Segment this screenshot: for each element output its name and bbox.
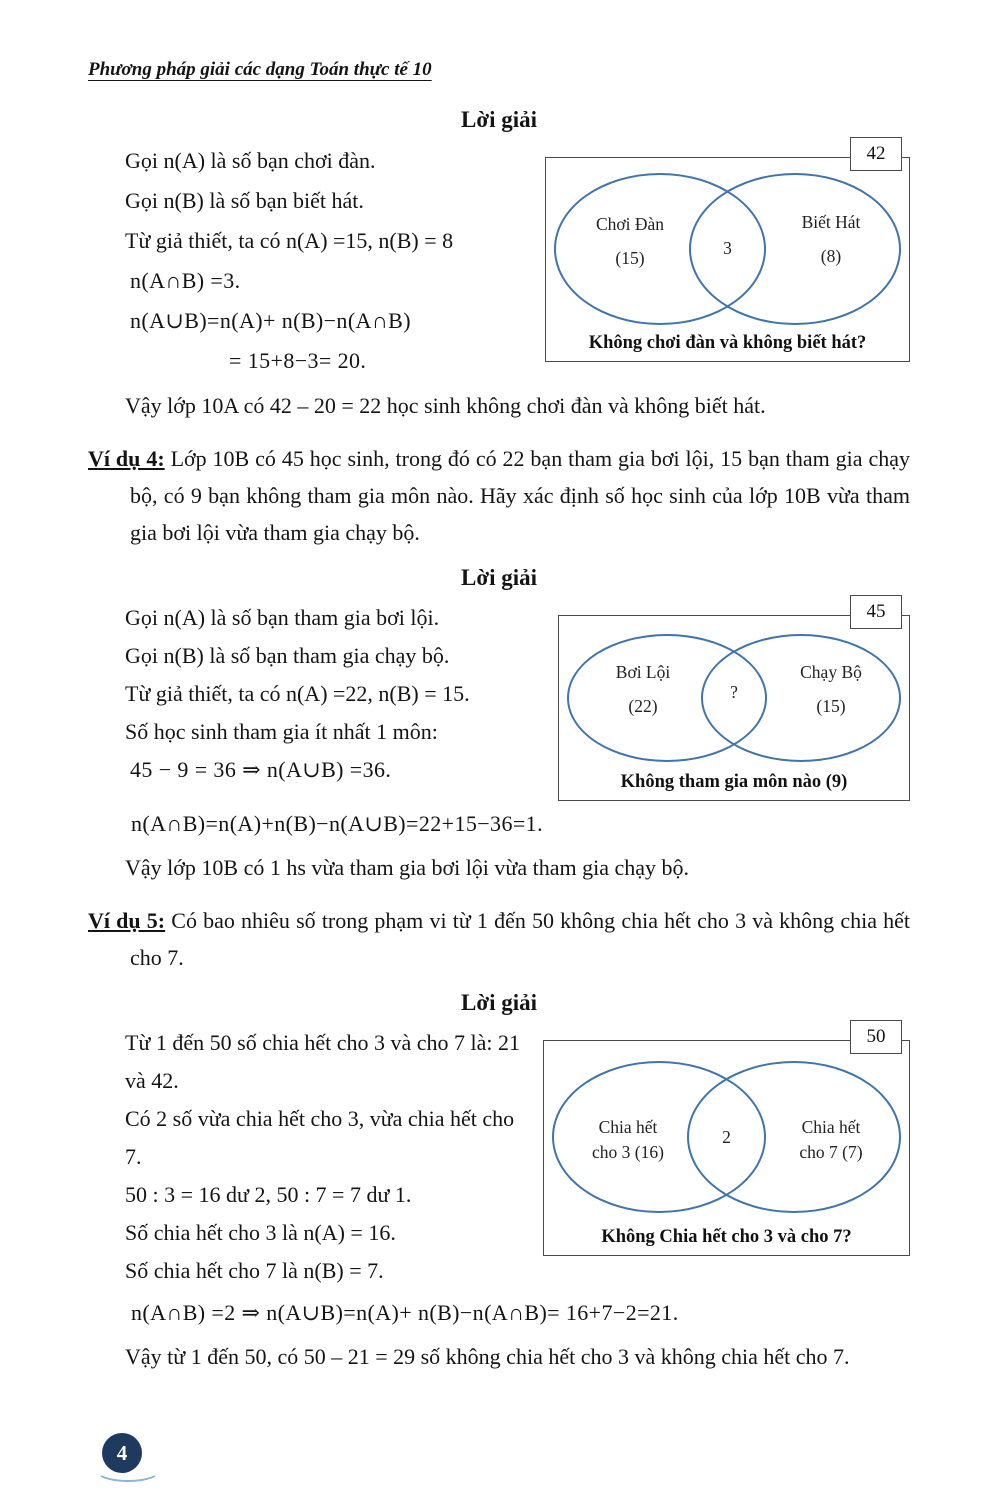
solution-line-math: 45 − 9 = 36 ⇒ n(A∪B) =36.	[130, 757, 392, 782]
ex5-venn-diagram	[543, 1026, 910, 1256]
venn-left-value: (15)	[615, 248, 645, 268]
solution-line: Gọi n(B) là số bạn tham gia chạy bộ.	[125, 643, 450, 668]
solution-line-math: n(A∪B)=n(A)+ n(B)−n(A∩B)	[130, 308, 411, 333]
solution-heading-ex5: Lời giải	[461, 990, 537, 1015]
solution-line: Số chia hết cho 3 là n(A) = 16.	[125, 1220, 396, 1245]
solution-line-math: n(A∩B) =3.	[130, 268, 241, 293]
ex3-solution-row	[88, 141, 910, 381]
venn-left-value: cho 3 (16)	[592, 1142, 664, 1162]
ex5-formula: n(A∩B) =2 ⇒ n(A∪B)=n(A)+ n(B)−n(A∩B)= 16+7−2=21.	[131, 1300, 679, 1325]
solution-paragraph: Có 2 số vừa chia hết cho 3, vừa chia hết cho 7.	[125, 1106, 515, 1169]
ex4-venn-diagram	[558, 601, 910, 801]
ex5-statement	[88, 902, 910, 976]
page-footer	[102, 1433, 182, 1482]
ex5-label: Ví dụ 5:	[88, 908, 166, 933]
ex5-solution-text	[88, 1024, 529, 1290]
venn-total-box: 50	[850, 1020, 902, 1054]
solution-heading-ex4: Lời giải	[461, 565, 537, 590]
solution-line: 50 : 3 = 16 dư 2, 50 : 7 = 7 dư 1.	[125, 1182, 412, 1207]
solution-line: Từ giả thiết, ta có n(A) =22, n(B) = 15.	[125, 681, 470, 706]
ex4-solution-text	[88, 599, 544, 789]
venn-right-value: (8)	[820, 246, 842, 266]
venn-total-box: 45	[850, 595, 902, 629]
solution-line: Số chia hết cho 7 là n(B) = 7.	[125, 1258, 384, 1283]
venn-left-label	[575, 660, 711, 719]
ex4-statement	[88, 440, 910, 551]
venn-left-title: Chơi Đàn	[595, 214, 665, 234]
venn-intersection-value: 3	[723, 238, 732, 258]
venn-caption: Không Chia hết cho 3 và cho 7?	[601, 1227, 852, 1247]
venn-right-title: Chia hết	[801, 1117, 861, 1137]
venn-right-label	[763, 1115, 899, 1165]
venn-right-title: Biết Hát	[801, 212, 861, 232]
ex4-text: Lớp 10B có 45 học sinh, trong đó có 22 bạn tham gia bơi lội, 15 bạn tham gia chạy bộ, có 9 bạn không tham gia môn nào. Hãy xác định số học sinh của lớp 10B vừa tham gia bơi lội vừa tham gia chạy bộ.	[130, 446, 910, 545]
venn-total-box: 42	[850, 137, 902, 171]
ex4-label: Ví dụ 4:	[88, 446, 165, 471]
venn-right-value: cho 7 (7)	[799, 1142, 863, 1162]
venn-intersection-value: 2	[722, 1127, 731, 1147]
venn-right-value: (15)	[816, 696, 846, 716]
page-number-badge	[102, 1433, 142, 1473]
venn-left-title: Chia hết	[598, 1117, 658, 1137]
page-header	[88, 55, 910, 81]
venn-left-value: (22)	[628, 696, 658, 716]
ex3-solution-text	[88, 141, 531, 381]
solution-line: Gọi n(A) là số bạn chơi đàn.	[125, 148, 376, 173]
venn-right-title: Chạy Bộ	[800, 662, 862, 682]
venn-left-title: Bơi Lội	[615, 662, 671, 682]
venn-intersection-value: ?	[730, 682, 738, 702]
ex4-conclusion: Vậy lớp 10B có 1 hs vừa tham gia bơi lội vừa tham gia chạy bộ.	[125, 855, 690, 880]
ex3-venn-diagram	[545, 143, 910, 362]
venn-right-label	[763, 660, 899, 719]
ex5-solution-row	[88, 1024, 910, 1290]
ex3-conclusion: Vậy lớp 10A có 42 – 20 = 22 học sinh không chơi đàn và không biết hát.	[125, 393, 766, 418]
solution-heading-ex3: Lời giải	[461, 107, 537, 132]
venn-left-label	[560, 1115, 696, 1165]
venn-caption: Không chơi đàn và không biết hát?	[588, 333, 867, 353]
solution-line: Gọi n(B) là số bạn biết hát.	[125, 188, 364, 213]
solution-line-math: = 15+8−3= 20.	[229, 348, 367, 373]
ex4-formula: n(A∩B)=n(A)+n(B)−n(A∪B)=22+15−36=1.	[131, 811, 543, 836]
solution-line: Từ giả thiết, ta có n(A) =15, n(B) = 8	[125, 228, 454, 253]
header-title: Phương pháp giải các dạng Toán thực tế 10	[88, 59, 432, 80]
ex4-solution-row	[88, 599, 910, 801]
solution-paragraph: Từ 1 đến 50 số chia hết cho 3 và cho 7 là: 21 và 42.	[125, 1030, 520, 1093]
venn-left-label	[562, 212, 698, 271]
ex5-conclusion: Vậy từ 1 đến 50, có 50 – 21 = 29 số không chia hết cho 3 và không chia hết cho 7.	[125, 1344, 850, 1369]
venn-caption: Không tham gia môn nào (9)	[620, 772, 848, 792]
solution-line: Số học sinh tham gia ít nhất 1 môn:	[125, 719, 438, 744]
page-number: 4	[116, 1440, 128, 1465]
venn-right-label	[763, 210, 899, 269]
ex5-text: Có bao nhiêu số trong phạm vi từ 1 đến 50 không chia hết cho 3 và không chia hết cho 7.	[130, 908, 911, 970]
solution-line: Gọi n(A) là số bạn tham gia bơi lội.	[125, 605, 440, 630]
